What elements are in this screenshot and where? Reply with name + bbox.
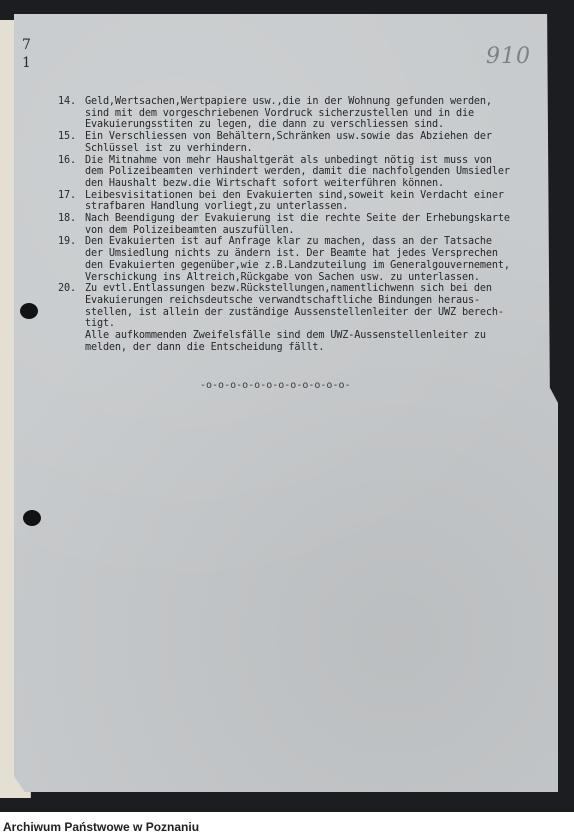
item-text [85,236,556,283]
separator-line: -o-o-o-o-o-o-o-o-o-o-o-o- [200,380,351,391]
text-line: den Evakuierten gegenüber,wie z.B.Landzuteilung im Generalgouvernement, [85,259,510,271]
item-text [85,131,556,154]
text-line: Ein Verschliessen von Behältern,Schränken usw.sowie das Abziehen der [85,131,492,143]
text-line: stellen, ist allein der zuständige Aussenstellenleiter der UWZ berech- [85,306,504,318]
numbered-item [58,236,556,283]
item-number: 16. [58,154,76,166]
numbered-item [58,190,556,213]
text-line: Alle aufkommenden Zweifelsfälle sind dem UWZ-Aussenstellenleiter zu [85,330,486,342]
item-text [85,283,556,330]
punch-hole-bottom [23,510,41,526]
text-line: Zu evtl.Entlassungen bezw.Rückstellungen,namentlichwenn sich bei den [85,283,492,295]
handwritten-page-number: 910 [486,44,531,69]
text-line: der Umsiedlung nichts zu ändern ist. Der Beamte hat jedes Versprechen [85,248,498,260]
item-number: 17. [58,189,76,201]
item-number: 19. [58,236,76,248]
item-number: 18. [58,213,76,225]
archive-name: Archiwum Państwowe w Poznaniu [3,820,200,834]
archive-footer [0,812,574,840]
text-line: melden, der dann die Entscheidung fällt. [85,341,325,353]
text-line: den Haushalt bezw.die Wirtschaft sofort weiterführen können. [85,177,445,189]
text-line: Nach Beendigung der Evakuierung ist die rechte Seite der Erhebungskarte [85,213,510,225]
text-line: Geld,Wertsachen,Wertpapiere usw.,die in der Wohnung gefunden werden, [85,96,492,107]
numbered-item [58,283,556,330]
item-text [85,96,556,131]
text-line: Die Mitnahme von mehr Haushaltgerät als unbedingt nötig ist muss von [85,154,492,166]
text-line: Schlüssel ist zu verhindern. [85,142,253,154]
typed-text-block [58,96,556,353]
corner-handwritten-mark: 7 1 [22,37,31,71]
numbered-item [58,213,556,236]
text-line: Leibesvisitationen bei den Evakuierten sind,soweit kein Verdacht einer [85,189,504,201]
text-line: sind mit dem vorgeschriebenen Vordruck sicherzustellen und in die [85,107,474,119]
item-number: 14. [58,96,76,107]
text-line: tigt. [85,318,115,330]
punch-hole-top [20,303,38,319]
item-text [85,190,556,213]
text-line: von dem Polizeibeamten auszufüllen. [85,224,295,236]
text-line: Verschickung ins Altreich,Rückgabe von Sachen usw. zu unterlassen. [85,271,480,283]
text-line: dem Polizeibeamten verhindert werden, damit die nachfolgenden Umsiedler [85,166,510,178]
text-line: Den Evakuierten ist auf Anfrage klar zu machen, dass an der Tatsache [85,236,492,248]
numbered-item [58,155,556,190]
numbered-item [58,131,556,154]
item-number: 20. [58,283,76,295]
text-line: strafbaren Handlung vorliegt,zu unterlassen. [85,201,349,213]
numbered-item [58,96,556,131]
text-line: Evakuierungsstiten zu legen, die dann zu verschliessen sind. [85,119,445,131]
closing-paragraph [85,330,556,353]
text-line: Evakuierungen reichsdeutsche verwandtschaftliche Bindungen heraus- [85,294,480,306]
item-text [85,213,556,236]
item-number: 15. [58,131,76,143]
item-text [85,155,556,190]
